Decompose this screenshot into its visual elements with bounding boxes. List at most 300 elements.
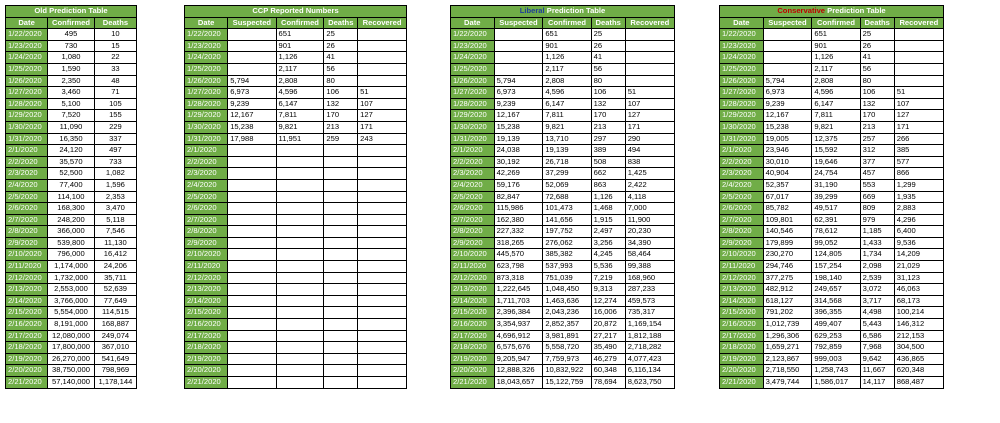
value-cell: 1,590 [48, 63, 95, 75]
date-cell: 1/25/2020 [451, 63, 495, 75]
table-row [6, 156, 137, 168]
table-row [6, 203, 137, 215]
value-cell: 294,746 [763, 261, 812, 273]
table-row [6, 330, 137, 342]
date-cell: 1/28/2020 [451, 98, 495, 110]
value-cell [494, 52, 543, 64]
date-cell: 2/12/2020 [720, 272, 764, 284]
table-row [451, 40, 675, 52]
value-cell: 999,003 [812, 353, 860, 365]
value-cell: 4,596 [543, 87, 591, 99]
date-cell: 2/7/2020 [6, 214, 48, 226]
table-row [185, 179, 407, 191]
value-cell: 168,887 [94, 319, 136, 331]
value-cell: 7,000 [625, 203, 674, 215]
date-cell: 1/29/2020 [6, 110, 48, 122]
value-cell: 155 [94, 110, 136, 122]
value-cell [276, 226, 324, 238]
date-cell: 1/29/2020 [451, 110, 495, 122]
table-row [451, 133, 675, 145]
table-row [720, 191, 944, 203]
value-cell: 1,425 [625, 168, 674, 180]
value-cell: 1,080 [48, 52, 95, 64]
table-row [451, 365, 675, 377]
value-cell: 52,357 [763, 179, 812, 191]
table-row [720, 203, 944, 215]
value-cell: 213 [591, 121, 625, 133]
value-cell [358, 179, 407, 191]
column-header: Recovered [358, 17, 407, 29]
value-cell: 12,167 [763, 110, 812, 122]
date-cell: 2/21/2020 [720, 377, 764, 389]
date-cell: 2/16/2020 [451, 319, 495, 331]
value-cell: 26,270,000 [48, 353, 95, 365]
table-row [185, 203, 407, 215]
table-row [185, 52, 407, 64]
liberal-prediction-table [450, 5, 675, 389]
table-row [720, 63, 944, 75]
date-cell: 2/13/2020 [451, 284, 495, 296]
value-cell: 58,464 [625, 249, 674, 261]
table-title [720, 6, 944, 18]
table-row [185, 156, 407, 168]
date-cell: 1/24/2020 [185, 52, 228, 64]
value-cell: 3,460 [48, 87, 95, 99]
value-cell: 5,536 [591, 261, 625, 273]
value-cell: 157,254 [812, 261, 860, 273]
value-cell: 132 [324, 98, 358, 110]
date-cell: 2/14/2020 [185, 295, 228, 307]
date-cell: 2/14/2020 [720, 295, 764, 307]
value-cell: 979 [860, 214, 894, 226]
value-cell: 40,904 [763, 168, 812, 180]
value-cell: 2,117 [543, 63, 591, 75]
value-cell [358, 377, 407, 389]
value-cell: 107 [625, 98, 674, 110]
value-cell [324, 319, 358, 331]
value-cell: 46,279 [591, 353, 625, 365]
table-row [451, 214, 675, 226]
table-row [6, 307, 137, 319]
table-row [6, 353, 137, 365]
column-header: Suspected [494, 17, 543, 29]
table-row [451, 75, 675, 87]
date-cell: 1/31/2020 [185, 133, 228, 145]
date-cell: 2/8/2020 [451, 226, 495, 238]
value-cell: 170 [324, 110, 358, 122]
value-cell [276, 145, 324, 157]
date-cell: 1/23/2020 [451, 40, 495, 52]
date-cell: 2/19/2020 [720, 353, 764, 365]
value-cell: 212,153 [894, 330, 943, 342]
value-cell [276, 284, 324, 296]
value-cell [324, 330, 358, 342]
value-cell [324, 261, 358, 273]
table-row [451, 63, 675, 75]
value-cell: 651 [812, 29, 860, 41]
date-cell: 1/23/2020 [720, 40, 764, 52]
value-cell [228, 40, 276, 52]
value-cell: 9,821 [812, 121, 860, 133]
date-cell: 2/3/2020 [720, 168, 764, 180]
value-cell [324, 156, 358, 168]
table-row [6, 133, 137, 145]
table-row [451, 156, 675, 168]
table-row [451, 203, 675, 215]
value-cell: 6,400 [894, 226, 943, 238]
table-row [720, 110, 944, 122]
title-keyword: Liberal [519, 6, 545, 15]
date-cell: 2/9/2020 [720, 237, 764, 249]
table-row [6, 40, 137, 52]
table-row [451, 87, 675, 99]
value-cell: 2,353 [94, 191, 136, 203]
date-cell: 1/26/2020 [720, 75, 764, 87]
value-cell: 21,029 [894, 261, 943, 273]
table-row [720, 330, 944, 342]
value-cell [763, 29, 812, 41]
value-cell: 26 [860, 40, 894, 52]
value-cell: 2,098 [860, 261, 894, 273]
value-cell: 1,935 [894, 191, 943, 203]
date-cell: 2/2/2020 [451, 156, 495, 168]
value-cell: 4,498 [860, 307, 894, 319]
table-row [451, 249, 675, 261]
table-row [185, 87, 407, 99]
date-cell: 2/10/2020 [185, 249, 228, 261]
value-cell: 12,375 [812, 133, 860, 145]
value-cell: 314,568 [812, 295, 860, 307]
table-row [720, 179, 944, 191]
value-cell: 4,596 [276, 87, 324, 99]
value-cell: 5,558,720 [543, 342, 591, 354]
value-cell [228, 319, 276, 331]
value-cell [276, 214, 324, 226]
value-cell: 99,052 [812, 237, 860, 249]
date-cell: 2/7/2020 [720, 214, 764, 226]
value-cell [276, 295, 324, 307]
date-cell: 2/18/2020 [720, 342, 764, 354]
value-cell: 7,759,973 [543, 353, 591, 365]
value-cell: 3,766,000 [48, 295, 95, 307]
value-cell: 6,575,676 [494, 342, 543, 354]
value-cell: 77,649 [94, 295, 136, 307]
value-cell: 3,354,937 [494, 319, 543, 331]
value-cell: 618,127 [763, 295, 812, 307]
table-row [6, 75, 137, 87]
date-cell: 1/27/2020 [720, 87, 764, 99]
value-cell [228, 353, 276, 365]
value-cell: 539,800 [48, 237, 95, 249]
date-cell: 1/28/2020 [720, 98, 764, 110]
value-cell: 11,667 [860, 365, 894, 377]
table-row [185, 377, 407, 389]
value-cell: 396,355 [812, 307, 860, 319]
value-cell [276, 261, 324, 273]
value-cell: 106 [591, 87, 625, 99]
date-cell: 2/11/2020 [185, 261, 228, 273]
value-cell: 5,794 [228, 75, 276, 87]
value-cell: 8,623,750 [625, 377, 674, 389]
value-cell: 179,899 [763, 237, 812, 249]
value-cell [358, 261, 407, 273]
value-cell [894, 75, 943, 87]
date-cell: 2/4/2020 [185, 179, 228, 191]
date-cell: 1/28/2020 [6, 98, 48, 110]
ccp-reported-table [184, 5, 407, 389]
value-cell [228, 272, 276, 284]
value-cell: 457 [860, 168, 894, 180]
date-cell: 2/18/2020 [6, 342, 48, 354]
date-cell: 2/6/2020 [6, 203, 48, 215]
value-cell: 80 [324, 75, 358, 87]
value-cell: 12,080,000 [48, 330, 95, 342]
value-cell: 9,205,947 [494, 353, 543, 365]
value-cell: 730 [48, 40, 95, 52]
value-cell: 19,646 [812, 156, 860, 168]
value-cell [324, 179, 358, 191]
value-cell [276, 237, 324, 249]
date-cell: 2/19/2020 [185, 353, 228, 365]
table-row [6, 377, 137, 389]
value-cell: 80 [591, 75, 625, 87]
value-cell: 5,100 [48, 98, 95, 110]
value-cell: 31,123 [894, 272, 943, 284]
table-row [451, 272, 675, 284]
date-cell: 2/15/2020 [451, 307, 495, 319]
value-cell [625, 63, 674, 75]
value-cell: 541,649 [94, 353, 136, 365]
value-cell [358, 330, 407, 342]
value-cell: 71 [94, 87, 136, 99]
value-cell: 11,090 [48, 121, 95, 133]
table-row [185, 319, 407, 331]
value-cell: 37,299 [543, 168, 591, 180]
date-cell: 2/10/2020 [451, 249, 495, 261]
date-cell: 1/29/2020 [185, 110, 228, 122]
value-cell [228, 330, 276, 342]
value-cell [324, 295, 358, 307]
value-cell: 385 [894, 145, 943, 157]
value-cell [625, 29, 674, 41]
value-cell [494, 63, 543, 75]
value-cell [228, 191, 276, 203]
value-cell: 6,586 [860, 330, 894, 342]
value-cell: 168,300 [48, 203, 95, 215]
column-header: Suspected [763, 17, 812, 29]
value-cell: 7,811 [276, 110, 324, 122]
date-cell: 2/8/2020 [6, 226, 48, 238]
value-cell: 16,006 [591, 307, 625, 319]
value-cell: 48 [94, 75, 136, 87]
value-cell: 127 [894, 110, 943, 122]
value-cell [358, 237, 407, 249]
value-cell [228, 214, 276, 226]
value-cell: 213 [860, 121, 894, 133]
value-cell: 168,960 [625, 272, 674, 284]
value-cell: 863 [591, 179, 625, 191]
value-cell [228, 295, 276, 307]
value-cell [324, 226, 358, 238]
table-row [451, 191, 675, 203]
column-header: Deaths [324, 17, 358, 29]
value-cell: 312 [860, 145, 894, 157]
date-cell: 1/22/2020 [6, 29, 48, 41]
value-cell: 1,296,306 [763, 330, 812, 342]
value-cell: 171 [358, 121, 407, 133]
table-row [720, 52, 944, 64]
date-cell: 1/28/2020 [185, 98, 228, 110]
table-row [451, 110, 675, 122]
value-cell: 10,832,922 [543, 365, 591, 377]
value-cell: 2,043,236 [543, 307, 591, 319]
value-cell [228, 226, 276, 238]
date-cell: 2/4/2020 [451, 179, 495, 191]
date-cell: 2/17/2020 [451, 330, 495, 342]
value-cell: 57,140,000 [48, 377, 95, 389]
column-header: Date [451, 17, 495, 29]
value-cell [276, 156, 324, 168]
table-row [720, 295, 944, 307]
value-cell: 24,206 [94, 261, 136, 273]
value-cell [324, 203, 358, 215]
value-cell: 7,968 [860, 342, 894, 354]
value-cell: 4,296 [894, 214, 943, 226]
column-header: Confirmed [543, 17, 591, 29]
table-row [185, 261, 407, 273]
date-cell: 1/23/2020 [6, 40, 48, 52]
old-prediction-table [5, 5, 137, 389]
value-cell: 249,074 [94, 330, 136, 342]
value-cell: 6,116,134 [625, 365, 674, 377]
value-cell: 385,382 [543, 249, 591, 261]
value-cell: 146,312 [894, 319, 943, 331]
value-cell [324, 284, 358, 296]
table-row [185, 295, 407, 307]
date-cell: 2/12/2020 [451, 272, 495, 284]
value-cell: 51 [358, 87, 407, 99]
value-cell [358, 52, 407, 64]
date-cell: 2/13/2020 [185, 284, 228, 296]
table-row [6, 63, 137, 75]
column-header: Suspected [228, 17, 276, 29]
table-row [185, 307, 407, 319]
value-cell: 26,718 [543, 156, 591, 168]
value-cell [228, 342, 276, 354]
date-cell: 2/11/2020 [451, 261, 495, 273]
value-cell: 9,536 [894, 237, 943, 249]
value-cell: 25 [324, 29, 358, 41]
value-cell: 56 [591, 63, 625, 75]
column-header: Deaths [94, 17, 136, 29]
value-cell: 662 [591, 168, 625, 180]
value-cell: 114,100 [48, 191, 95, 203]
value-cell: 15 [94, 40, 136, 52]
date-cell: 1/31/2020 [720, 133, 764, 145]
date-cell: 2/6/2020 [185, 203, 228, 215]
value-cell: 9,239 [763, 98, 812, 110]
value-cell: 11,130 [94, 237, 136, 249]
value-cell: 12,274 [591, 295, 625, 307]
value-cell: 445,570 [494, 249, 543, 261]
table-row [6, 168, 137, 180]
value-cell: 792,859 [812, 342, 860, 354]
value-cell [358, 40, 407, 52]
value-cell: 5,794 [763, 75, 812, 87]
column-header: Deaths [860, 17, 894, 29]
table-row [6, 52, 137, 64]
value-cell: 3,072 [860, 284, 894, 296]
value-cell: 80 [860, 75, 894, 87]
date-cell: 2/15/2020 [720, 307, 764, 319]
date-cell: 2/8/2020 [185, 226, 228, 238]
value-cell [228, 29, 276, 41]
table-row [451, 52, 675, 64]
value-cell: 23,946 [763, 145, 812, 157]
value-cell [276, 203, 324, 215]
date-cell: 1/22/2020 [185, 29, 228, 41]
table-row [720, 40, 944, 52]
date-cell: 1/23/2020 [185, 40, 228, 52]
value-cell: 105 [94, 98, 136, 110]
date-cell: 1/30/2020 [6, 121, 48, 133]
value-cell: 6,973 [494, 87, 543, 99]
value-cell: 31,190 [812, 179, 860, 191]
table-row [6, 98, 137, 110]
value-cell: 115,986 [494, 203, 543, 215]
date-cell: 1/22/2020 [451, 29, 495, 41]
date-cell: 2/3/2020 [451, 168, 495, 180]
table-row [720, 272, 944, 284]
value-cell: 1,126 [276, 52, 324, 64]
table-row [185, 110, 407, 122]
value-cell: 495 [48, 29, 95, 41]
date-cell: 2/17/2020 [6, 330, 48, 342]
value-cell [324, 168, 358, 180]
value-cell: 9,642 [860, 353, 894, 365]
table-row [6, 29, 137, 41]
value-cell: 30,192 [494, 156, 543, 168]
value-cell [358, 249, 407, 261]
value-cell: 7,546 [94, 226, 136, 238]
value-cell: 248,200 [48, 214, 95, 226]
table-row [185, 284, 407, 296]
value-cell: 78,694 [591, 377, 625, 389]
value-cell: 24,120 [48, 145, 95, 157]
date-cell: 1/26/2020 [185, 75, 228, 87]
table-row [6, 319, 137, 331]
value-cell: 5,794 [494, 75, 543, 87]
value-cell: 1,126 [543, 52, 591, 64]
value-cell: 4,596 [812, 87, 860, 99]
value-cell: 77,400 [48, 179, 95, 191]
value-cell [276, 191, 324, 203]
value-cell [276, 249, 324, 261]
value-cell: 27,217 [591, 330, 625, 342]
value-cell: 1,433 [860, 237, 894, 249]
table-row [6, 272, 137, 284]
value-cell: 35,490 [591, 342, 625, 354]
value-cell: 257 [860, 133, 894, 145]
value-cell [763, 52, 812, 64]
value-cell: 19,005 [763, 133, 812, 145]
table-row [185, 249, 407, 261]
table-row [185, 353, 407, 365]
value-cell: 287,233 [625, 284, 674, 296]
value-cell: 3,717 [860, 295, 894, 307]
value-cell: 14,117 [860, 377, 894, 389]
table-row [6, 145, 137, 157]
